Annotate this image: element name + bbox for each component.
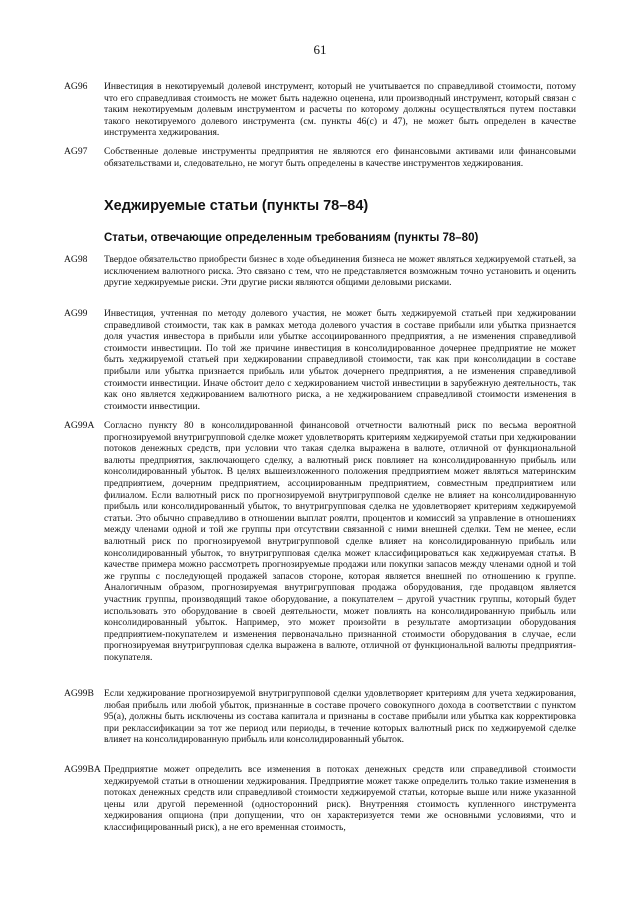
paragraph-text: Инвестиция, учтенная по методу долевого участия, не может быть хеджируемой статьей при хеджировании справедливой стоимости, так как в рамках метода долевого участия в составе прибыли или убытка признается доля участия инвестора в прибыли или убытке ассоциированного предприятия, а не изменения справедливой стоимости инвестиции. По той же причине инвестиция в консолидированное дочернее предприятие не может быть хеджируемой статьей при хеджировании справедливой стоимости, так как при консолидации в составе прибыли или убытка признается прибыль или убыток дочернего предприятия, а не изменения справедливой стоимости инвестиции. Иначе обстоит дело с хеджированием чистой инвестиции в зарубежную деятельность, так как оно является хеджированием валютного риска, а не хеджированием справедливой стоимости изменения в стоимости инвестиции. — [104, 308, 576, 412]
paragraph-text: Собственные долевые инструменты предприятия не являются его финансовыми активами или финансовыми обязательствами и, следовательно, не могут быть определены в качестве инструментов хеджирования. — [104, 146, 576, 169]
paragraph-code: AG97 — [64, 146, 88, 157]
paragraph-text: Предприятие может определить все изменения в потоках денежных средств или справедливой стоимости хеджируемой статьи в отношении хеджирования. Предприятие может также определить только такие изменения в потоках денежных средств или справедливой стоимости хеджируемой статьи, которые выше или ниже указанной цены или другой переменной (односторонний риск). Внутренняя стоимость купленного инструмента хеджирования опциона (при допущении, что он характеризуется теми же основными условиями, что и классифицированный риск), а не его временная стоимость, — [104, 764, 576, 833]
paragraph-ag99ba — [64, 764, 576, 834]
paragraph-ag97 — [64, 146, 576, 169]
subsection-heading: Статьи, отвечающие определенным требованиям (пункты 78–80) — [104, 232, 479, 244]
section-heading: Хеджируемые статьи (пункты 78–84) — [104, 198, 369, 214]
paragraph-ag99 — [64, 308, 576, 412]
paragraph-ag99b — [64, 688, 576, 746]
paragraph-code: AG96 — [64, 81, 88, 92]
paragraph-code: AG99 — [64, 308, 88, 319]
paragraph-text: Согласно пункту 80 в консолидированной финансовой отчетности валютный риск по весьма вероятной прогнозируемой внутригрупповой сделке может удовлетворять критериям хеджируемой статьи при хеджировании потоков денежных средств, при условии что такая сделка выражена в валюте, отличной от функциональной валюты предприятия, заключающего сделку, а валютный риск повлияет на консолидированную прибыль или консолидированный убыток. В целях вышеизложенного положения предприятием может являться материнским предприятием, дочерним предприятием, ассоциированным предприятием, совместным предприятием или филиалом. Если валютный риск по прогнозируемой внутригрупповой сделке не влияет на консолидированную прибыль или консолидированный убыток, то внутригрупповая сделка не удовлетворяет критериям хеджируемой статьи. Это обычно справедливо в отношении выплат роялти, процентов и комиссий за управление в отношениях между членами одной и той же группы при отсутствии связанной с ними внешней сделки. Тем не менее, если валютный риск по прогнозируемой внутригрупповой сделке влияет на консолидированную прибыль или консолидированный убыток, то внутригрупповая сделка может классифицироваться как хеджируемая статья. В качестве примера можно рассмотреть прогнозируемые продажи или покупки запасов между членами одной и той же группы с последующей продажей запасов стороне, которая является внешней по отношению к группе. Аналогичным образом, прогнозируемая внутригрупповая продажа оборудования, где продавцом является участник группы, производящий такое оборудование, а покупателем – другой участник группы, который будет использовать это оборудование в своей деятельности, может повлиять на консолидированную прибыль или консолидированный убыток. Например, это может произойти в результате амортизации оборудования предприятием-покупателем и изменения первоначально признанной стоимости оборудования в случае, если прогнозируемая внутригрупповая сделка выражена в валюте, отличной от функциональной валюты предприятия-покупателя. — [104, 420, 576, 663]
paragraph-code: AG99B — [64, 688, 94, 699]
page-number: 61 — [313, 42, 327, 57]
paragraph-code: AG99BA — [64, 764, 101, 775]
paragraph-ag98 — [64, 254, 576, 289]
paragraph-code: AG98 — [64, 254, 88, 265]
paragraph-ag99a — [64, 420, 576, 663]
paragraph-code: AG99A — [64, 420, 95, 431]
paragraph-text: Инвестиция в некотируемый долевой инструмент, который не учитывается по справедливой стоимости, потому что его справедливая стоимость не может быть надежно оценена, или производный инструмент, который связан с таким некотируемым долевым инструментом и расчеты по которому должны осуществляться путем поставки такого некотируемого долевого инструмента (см. пункты 46(c) и 47), не может быть определен в качестве инструмента хеджирования. — [104, 81, 576, 139]
paragraph-ag96 — [64, 81, 576, 139]
paragraph-text: Если хеджирование прогнозируемой внутригрупповой сделки удовлетворяет критериям для учета хеджирования, любая прибыль или любой убыток, признанные в составе прочего совокупного дохода в соответствии с пунктом 95(a), должны быть исключены из состава капитала и признаны в составе прибыли или убытка как корректировка при реклассификации за тот же период или периоды, в течение которых валютный риск по хеджируемой сделке влияет на консолидированную прибыль или консолидированный убыток. — [104, 688, 576, 746]
paragraph-text: Твердое обязательство приобрести бизнес в ходе объединения бизнеса не может являться хеджируемой статьей, за исключением валютного риска. Это связано с тем, что не представляется возможным точно установить и оценить другие хеджируемые риски. Эти другие риски являются общими деловыми рисками. — [104, 254, 576, 289]
